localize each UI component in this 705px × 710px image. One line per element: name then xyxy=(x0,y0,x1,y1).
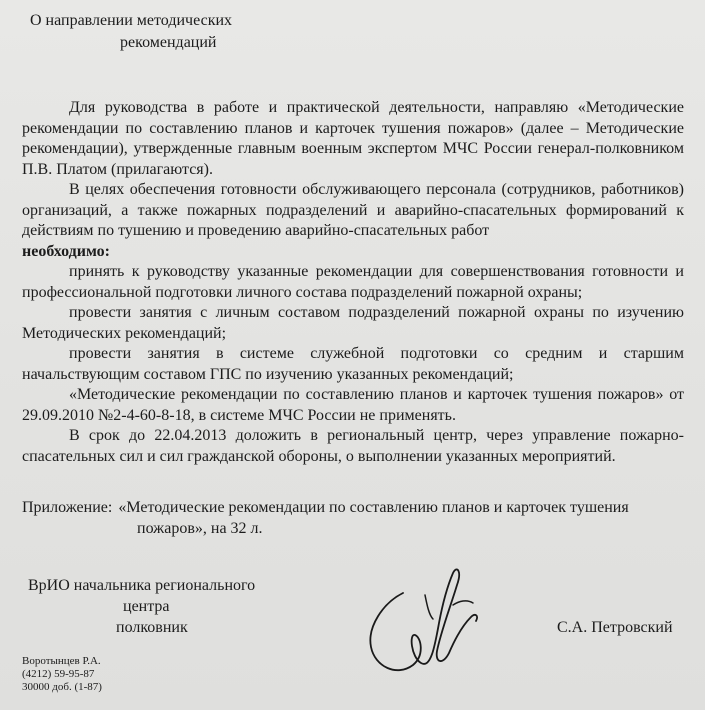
subject-line-1: О направлении методических xyxy=(30,12,233,29)
signer-position xyxy=(28,575,288,638)
document-subject xyxy=(30,10,290,54)
handwritten-signature xyxy=(355,565,485,685)
executor-phone: (4212) 59-95-87 xyxy=(22,668,95,680)
position-line-1: ВрИО начальника регионального xyxy=(28,577,256,594)
paragraph-1: Для руководства в работе и практической деятельности, направляю «Методические рекомендации по составлению планов и карточек тушения пожаров» (далее – Методические рекомендации), утвержденные главным военным экспертом МЧС России генерал-полковником П.В. Платом (прилагаются). xyxy=(22,99,684,178)
emphasis-required: необходимо: xyxy=(22,242,110,260)
executor-name: Воротынцев Р.А. xyxy=(22,655,101,667)
paragraph-3: принять к руководству указанные рекомендации для совершенствования готовности и профессиональной подготовки личного состава подразделений пожарной охраны; xyxy=(22,263,684,301)
attachment-note xyxy=(22,497,684,539)
attachment-tail: пожаров», на 32 л. xyxy=(137,520,263,537)
paragraph-6: «Методические рекомендации по составлению планов и карточек тушения пожаров» от 29.09.2010 №2-4-60-8-18, в системе МЧС России не применять. xyxy=(22,386,684,424)
paragraph-4: провести занятия с личным составом подразделений пожарной охраны по изучению Методических рекомендаций; xyxy=(22,304,684,342)
subject-line-2: рекомендаций xyxy=(120,34,217,51)
document-body xyxy=(22,98,684,467)
attachment-label: Приложение: xyxy=(22,499,113,516)
paragraph-7: В срок до 22.04.2013 доложить в региональный центр, через управление пожарно-спасательных сил и сил гражданской обороны, о выполнении указанных мероприятий. xyxy=(22,427,684,465)
executor-extension: 30000 доб. (1-87) xyxy=(22,681,102,693)
executor-contact xyxy=(22,655,102,694)
paragraph-2-text: В целях обеспечения готовности обслуживающего персонала (сотрудников, работников) организаций, а также пожарных подразделений и аварийно-спасательных формирований к действиям по тушению и проведению аварийно-спасательных работ xyxy=(22,181,684,239)
position-line-3: полковник xyxy=(116,619,188,636)
signer-name: С.А. Петровский xyxy=(557,619,673,636)
attachment-text: «Методические рекомендации по составлению планов и карточек тушения xyxy=(118,499,629,516)
position-line-2: центра xyxy=(123,598,170,615)
paragraph-2 xyxy=(22,180,684,242)
paragraph-5: провести занятия в системе служебной подготовки со средним и старшим начальствующим составом ГПС по изучению указанных рекомендаций; xyxy=(22,345,684,383)
paragraph-2-emphasis xyxy=(22,242,684,263)
